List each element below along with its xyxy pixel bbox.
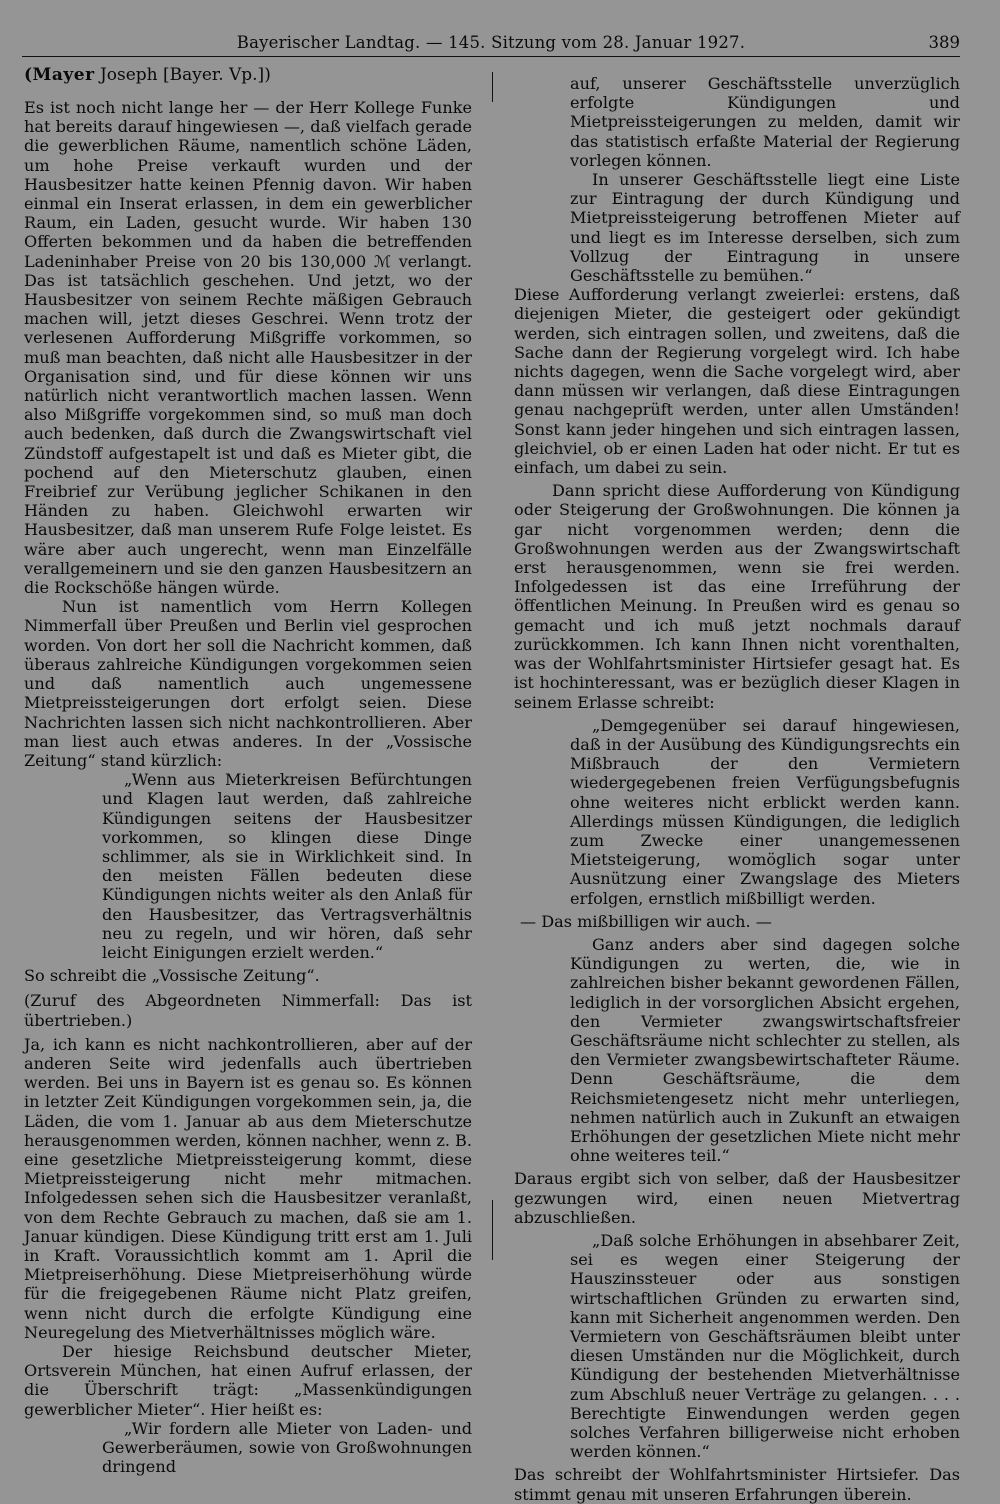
speaker-name: (Mayer (24, 65, 95, 85)
paragraph: Daraus ergibt sich von selber, daß der Hausbesitzer gezwungen wird, einen neuen Mietvertrag abzuschließen. (514, 1169, 960, 1227)
block-quote: Ganz anders aber sind dagegen solche Kündigungen zu werten, die, wie in zahlreichen bisher bekannt gewordenen Fällen, lediglich in der vorsorglichen Absicht ergehen, den Vermieter zwangswirtschaftsfreier Geschäftsräume nicht schlechter zu stellen, als den Vermieter zwangsbewirtschafteter Räume. Denn Geschäftsräume, die dem Reichsmietengesetz nicht mehr unterliegen, nehmen natürlich auch in Zukunft an etwaigen Erhöhungen der gesetzlichen Miete nicht mehr ohne weiteres teil.“ (570, 934, 960, 1166)
block-quote: auf, unserer Geschäftsstelle unverzüglich erfolgte Kündigungen und Mietpreissteigerungen zu melden, damit wir das statistisch erfaßte Material der Regierung vorlegen können. (570, 74, 960, 170)
speaker-line (24, 64, 472, 86)
block-quote: „Demgegenüber sei darauf hingewiesen, daß in der Ausübung des Kündigungsrechts ein Mißbrauch der den Vermietern wiedergegebenen freien Verfügungsbefugnis ohne weiteres nicht erblickt werden kann. Allerdings müssen Kündigungen, die lediglich zum Zwecke einer unangemessenen Mietsteigerung, womöglich sogar unter Ausnützung einer Zwangslage des Mieters erfolgen, ernstlich mißbilligt werden. (570, 715, 960, 908)
interjection: (Zuruf des Abgeordneten Nimmerfall: Das ist übertrieben.) (24, 991, 472, 1030)
block-quote: „Daß solche Erhöhungen in absehbarer Zeit, sei es wegen einer Steigerung der Hauszinssteuer oder aus sonstigen wirtschaftlichen Gründen zu erwarten sind, kann mit Sicherheit angenommen werden. Den Vermietern von Geschäftsräumen bleibt unter diesen Umständen nur die Möglichkeit, durch Kündigung der bestehenden Mietverhältnisse zum Abschluß neuer Verträge zu gelangen. . . . Berechtigte Einwendungen werden gegen solches Verfahren billigerweise nicht erhoben werden können.“ (570, 1230, 960, 1462)
speaker-affiliation: Joseph [Bayer. Vp.]) (99, 65, 271, 85)
block-quote: „Wir fordern alle Mieter von Laden- und Gewerberäumen, sowie von Großwohnungen dringend (102, 1418, 472, 1477)
paragraph: Ja, ich kann es nicht nachkontrollieren, aber auf der anderen Seite wird jedenfalls auch übertrieben werden. Bei uns in Bayern ist es genau so. Es können in letzter Zeit Kündigungen vorgekommen sein, ja, die Läden, die vom 1. Januar ab aus dem Mieterschutze herausgenommen werden, können nachher, wenn z. B. eine gesetzliche Mietpreissteigerung kommt, diese Mietpreissteigerung nicht mehr mitmachen. Infolgedessen sehen sich die Hausbesitzer veranlaßt, von dem Rechte Gebrauch zu machen, daß sie am 1. Januar kündigen. Diese Kündigung tritt erst am 1. Juli in Kraft. Voraussichtlich kommt am 1. April die Mietpreiserhöhung. Diese Mietpreiserhöhung würde für die freigegebenen Räume nicht Platz greifen, wenn nicht durch die erfolgte Kündigung eine Neuregelung des Mietverhältnisses möglich wäre. (24, 1034, 472, 1342)
page-number: 389 (928, 33, 960, 52)
block-quote: In unserer Geschäftsstelle liegt eine Liste zur Eintragung der durch Kündigung und Mietpreissteigerung betroffenen Mieter auf und liegt es im Interesse derselben, sich zum Vollzug der Eintragung in unsere Geschäftsstelle zu bemühen.“ (570, 170, 960, 286)
block-quote: „Wenn aus Mieterkreisen Befürchtungen und Klagen laut werden, daß zahlreiche Kündigungen seitens der Hausbesitzer vorkommen, so klingen diese Dinge schlimmer, als sie in Wirklichkeit sind. In den meisten Fällen bedeuten diese Kündigungen nichts weiter als den Anlaß für den Hausbesitzer, das Vertragsverhältnis neu zu regeln, und wir hören, daß sehr leicht Einigungen erzielt werden.“ (102, 770, 472, 962)
left-column (24, 64, 472, 1476)
paragraph: Es ist noch nicht lange her — der Herr Kollege Funke hat bereits darauf hingewiesen —, daß vielfach gerade die gewerblichen Räume, namentlich schöne Läden, um hohe Preise verkauft wurden und der Hausbesitzer hatte keinen Pfennig davon. Wir haben einmal ein Inserat erlassen, in dem ein gewerblicher Raum, ein Laden, gesucht wurde. Wir haben 130 Offerten bekommen und da haben die betreffenden Ladeninhaber Preise von 20 bis 130,000 ℳ verlangt. Das ist tatsächlich geschehen. Und jetzt, wo der Hausbesitzer von seinem Rechte mäßigen Gebrauch machen will, jetzt dieses Geschrei. Wenn trotz der verlesenen Aufforderung Mißgriffe vorkommen, so muß man beachten, daß nicht alle Hausbesitzer in der Organisation sind, und für diese können wir uns natürlich nicht verantwortlich machen lassen. Wenn also Mißgriffe vorgekommen sind, so muß man doch auch bedenken, daß durch die Zwangswirtschaft viel Zündstoff aufgestapelt ist und daß es Mieter gibt, die pochend auf den Mieterschutz glauben, einen Freibrief zur Verübung jeglicher Schikanen in den Händen zu haben. Gleichwohl erwarten wir Hausbesitzer, daß man unserem Rufe Folge leistet. Es wäre aber auch ungerecht, wenn man Einzelfälle verallgemeinern und sie den ganzen Hausbesitzern an die Rockschöße hängen würde. (24, 98, 472, 598)
interjection: — Das mißbilligen wir auch. — (520, 911, 772, 931)
paragraph: Dann spricht diese Aufforderung von Kündigung oder Steigerung der Großwohnungen. Die können ja gar nicht vorgenommen werden; denn die Großwohnungen werden aus der Zwangswirtschaft erst herausgenommen, wenn sie frei werden. Infolgedessen ist das eine Irreführung der öffentlichen Meinung. In Preußen wird es genau so gemacht und ich muß jetzt nochmals darauf zurückkommen. Ich kann Ihnen nicht vorenthalten, was der Wohlfahrtsminister Hirtsiefer gesagt hat. Es ist hochinteressant, was er bezüglich dieser Klagen in seinem Erlasse schreibt: (514, 481, 960, 712)
paragraph: So schreibt die „Vossische Zeitung“. (24, 966, 320, 986)
paragraph: Das schreibt der Wohlfahrtsminister Hirtsiefer. Das stimmt genau mit unseren Erfahrungen überein. (514, 1465, 960, 1504)
paragraph: Diese Aufforderung verlangt zweierlei: erstens, daß diejenigen Mieter, die gesteigert oder gekündigt werden, sich eintragen sollen, und zweitens, daß die Sache dann der Regierung vorgelegt wird. Ich habe nichts dagegen, wenn die Sache vorgelegt wird, aber dann müssen wir verlangen, daß diese Eintragungen genau nachgeprüft werden, unter allen Umständen! Sonst kann jeder hingehen und sich eintragen lassen, gleichviel, ob er einen Laden hat oder nicht. Er tut es einfach, um dabei zu sein. (514, 285, 960, 478)
paragraph: Der hiesige Reichsbund deutscher Mieter, Ortsverein München, hat einen Aufruf erlassen, der die Überschrift trägt: „Massenkündigungen gewerblicher Mieter“. Hier heißt es: (24, 1342, 472, 1419)
header-title: Bayerischer Landtag. — 145. Sitzung vom 28. Januar 1927. (236, 33, 746, 52)
running-header (22, 32, 960, 57)
column-divider-top (492, 72, 493, 102)
right-column (514, 74, 960, 1504)
column-divider-bottom (492, 1200, 493, 1260)
paragraph: Nun ist namentlich vom Herrn Kollegen Nimmerfall über Preußen und Berlin viel gesprochen worden. Von dort her soll die Nachricht kommen, daß überaus zahlreiche Kündigungen vorgekommen seien und daß namentlich auch ungemessene Mietpreissteigerungen dort erfolgt seien. Diese Nachrichten lassen sich nicht nachkontrollieren. Aber man liest auch etwas anderes. In der „Vossische Zeitung“ stand kürzlich: (24, 597, 472, 770)
